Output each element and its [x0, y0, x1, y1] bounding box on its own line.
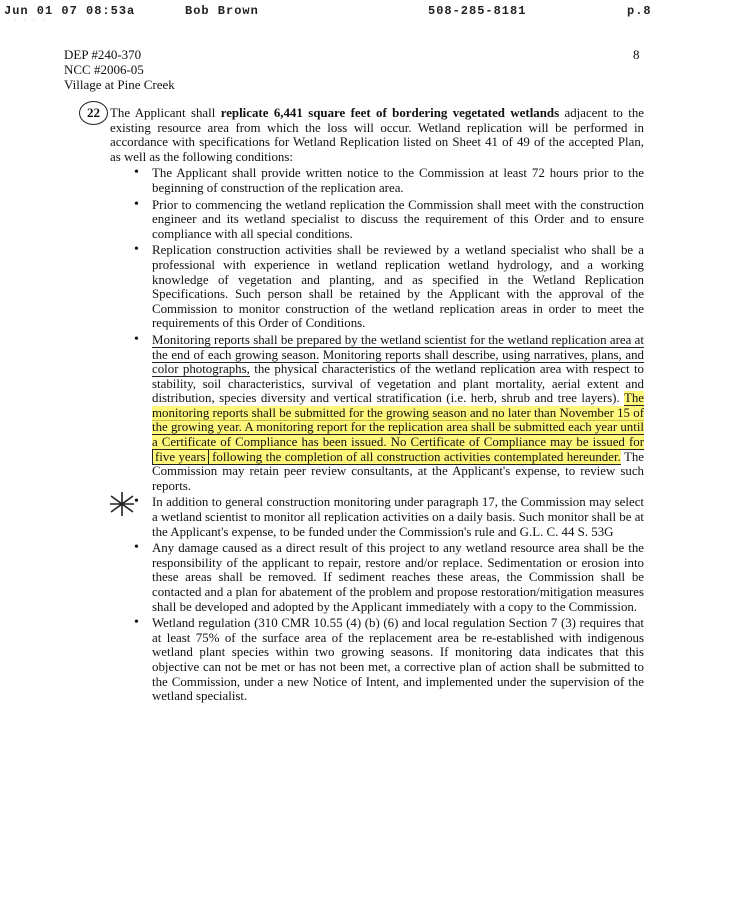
page-number: 8 — [633, 47, 640, 62]
underlined-text: Monitoring reports shall describe, using narratives, plans, and color photographs, — [152, 347, 644, 377]
conditions-list — [110, 166, 644, 703]
boxed-text: five years — [152, 449, 209, 465]
fax-sender: Bob Brown — [185, 4, 259, 18]
paragraph-number-circled: 22 — [79, 101, 108, 125]
list-item: • The Applicant shall provide written notice to the Commission at least 72 hours prior to the beginning of construction of the replication area. — [110, 166, 644, 195]
ncc-number: NCC #2006-05 — [64, 62, 144, 77]
fax-phone: 508-285-8181 — [428, 4, 527, 18]
monitoring-condition: • Monitoring reports shall be prepared by the wetland scientist for the wetland replication area at the end of each growing season. Monitoring reports shall describe, using narratives, plans, and color photographs, the physical characteristics of the wetland replication area with respect to stability, soil characteristics, survival of vegetation and plant mortality, aerial extent and distribution, species diversity and vertical stratification (i.e. herb, shrub and tree layers). The monitoring reports shall be submitted for the growing season and no later than November 15 of the growing year. A monitoring report for the replication area shall be submitted each year until a Certificate of Compliance has been issued. No Certificate of Compliance may be issued for five years following the completion of all construction activities contemplated hereunder. The Commission may retain peer review consultants, at the Applicant's expense, to review such reports. — [110, 333, 644, 494]
dep-number: DEP #240-370 — [64, 47, 142, 62]
replication-requirement: replicate 6,441 square feet of bordering vegetated wetlands — [220, 106, 560, 120]
list-item: • In addition to general construction monitoring under paragraph 17, the Commission may select a wetland scientist to monitor all replication activities on a daily basis. Such monitor shall be at the Applicant's expense, to be funded under the Commission's rule and G.L. C. 44 S. 53G — [110, 495, 644, 539]
paragraph-lead: The Applicant shall replicate 6,441 square feet of bordering vegetated wetlands adjacent to the existing resource area from which the loss will occur. Wetland replication will be performed in accordance with specifications for Wetland Replication listed on Sheet 41 of 49 of the accepted Plan, as well as the following conditions: — [110, 106, 644, 164]
list-item: • Replication construction activities shall be reviewed by a wetland specialist who shall be a professional with experience in wetland replication wetland hydrology, and a working knowledge of vegetation and planting, and as specified in the Wetland Replication Specifications. Such person shall be retained by the Applicant with the approval of the Commission to monitor construction of the wetland replication areas in order to meet the requirements of this Order of Conditions. — [110, 243, 644, 331]
highlighted-text: The monitoring reports shall be submitted for the growing season and no later than November 15 of the growing year. A monitoring report for the replication area shall be submitted each year until a Certificate of Compliance has been issued. No Certificate of Compliance may be issued for — [152, 391, 644, 450]
project-name: Village at Pine Creek — [64, 77, 175, 92]
underlined-text: Monitoring reports shall be prepared by the wetland scientist for the wetland replication area at the end of each growing season. — [152, 332, 644, 362]
highlighted-text: following the completion of all construction activities contemplated hereunder. — [208, 449, 621, 464]
list-item: • Wetland regulation (310 CMR 10.55 (4) (b) (6) and local regulation Section 7 (3) requires that at least 75% of the surface area of the replacement area be re-established with indigenous wetland plant species within two growing seasons. If monitoring data indicates that this objective can not be met or has not been met, a corrective plan of action shall be submitted to the Commission, under a new Notice of Intent, and implemented under the supervision of the wetland specialist. — [110, 616, 644, 704]
list-item: • Any damage caused as a direct result of this project to any wetland resource area shall be the responsibility of the applicant to repair, restore and/or replace. Sedimentation or erosion into these areas shall be removed. If sediment reaches these areas, the Commission shall be contacted and a plan for abatement of the problem and propose restoration/mitigation measures shall be developed and adopted by the Applicant immediately with a copy to the Commission. — [110, 541, 644, 614]
list-item: • Prior to commencing the wetland replication the Commission shall meet with the construction engineer and its wetland specialist to discuss the requirement of this Order and to ensure compliance with all special conditions. — [110, 198, 644, 242]
condition-paragraph-22 — [110, 106, 644, 704]
scan-specks: · · · · — [14, 18, 48, 24]
fax-date-time: Jun 01 07 08:53a — [4, 4, 136, 18]
fax-page: p.8 — [627, 4, 652, 18]
